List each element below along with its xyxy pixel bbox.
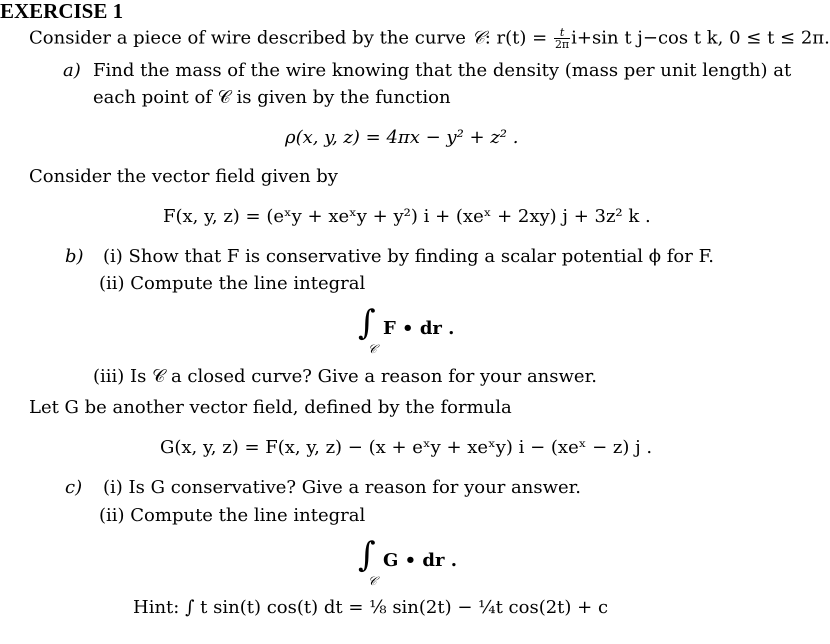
part-a-label: a) (63, 60, 81, 81)
integral-body-b: F • dr . (383, 318, 455, 339)
intro-r: : r(t) = (484, 27, 553, 49)
exercise-title: EXERCISE 1 (0, 0, 124, 23)
part-c-label: c) (65, 477, 83, 498)
intro-line (29, 27, 830, 50)
integral-sign-c: ∫ (358, 535, 376, 575)
G-formula: G(x, y, z) = F(x, y, z) − (x + eˣy + xeˣy) i − (xeˣ − z) j . (160, 437, 653, 458)
density-formula: ρ(x, y, z) = 4πx − y² + z² . (285, 127, 519, 148)
part-c-i: (i) Is G conservative? Give a reason for your answer. (103, 477, 582, 498)
fraction-t-over-2pi (554, 27, 570, 50)
part-b-iii: (iii) Is 𝒞 a closed curve? Give a reason for your answer. (93, 366, 597, 387)
part-b-i: (i) Show that F is conservative by finding a scalar potential ϕ for F. (103, 246, 714, 267)
frac-den: 2π (554, 38, 570, 51)
integral-sign-b: ∫ (358, 303, 376, 343)
part-b-label: b) (65, 246, 84, 267)
F-formula: F(x, y, z) = (eˣy + xeˣy + y²) i + (xeˣ + 2xy) j + 3z² k . (163, 206, 651, 227)
part-a-text2: each point of 𝒞 is given by the function (93, 87, 451, 108)
frac-num: t (554, 27, 570, 39)
integral-sub-c: 𝒞 (368, 574, 377, 588)
part-b-ii: (ii) Compute the line integral (99, 273, 366, 294)
intro-rest: i+sin t j−cos t k, 0 ≤ t ≤ 2π. (571, 27, 830, 49)
integral-body-c: G • dr . (383, 550, 458, 571)
part-c-ii: (ii) Compute the line integral (99, 505, 366, 526)
hint: Hint: ∫ t sin(t) cos(t) dt = ⅛ sin(2t) − ¼t cos(2t) + c (133, 597, 609, 618)
integral-sub-b: 𝒞 (368, 342, 377, 356)
part-a-text1: Find the mass of the wire knowing that the density (mass per unit length) at (93, 60, 792, 81)
intro-prefix: Consider a piece of wire described by the curve (29, 27, 472, 49)
curve-symbol: 𝒞 (471, 27, 485, 49)
G-intro: Let G be another vector field, defined by the formula (29, 397, 512, 418)
vector-field-intro: Consider the vector field given by (29, 166, 338, 187)
